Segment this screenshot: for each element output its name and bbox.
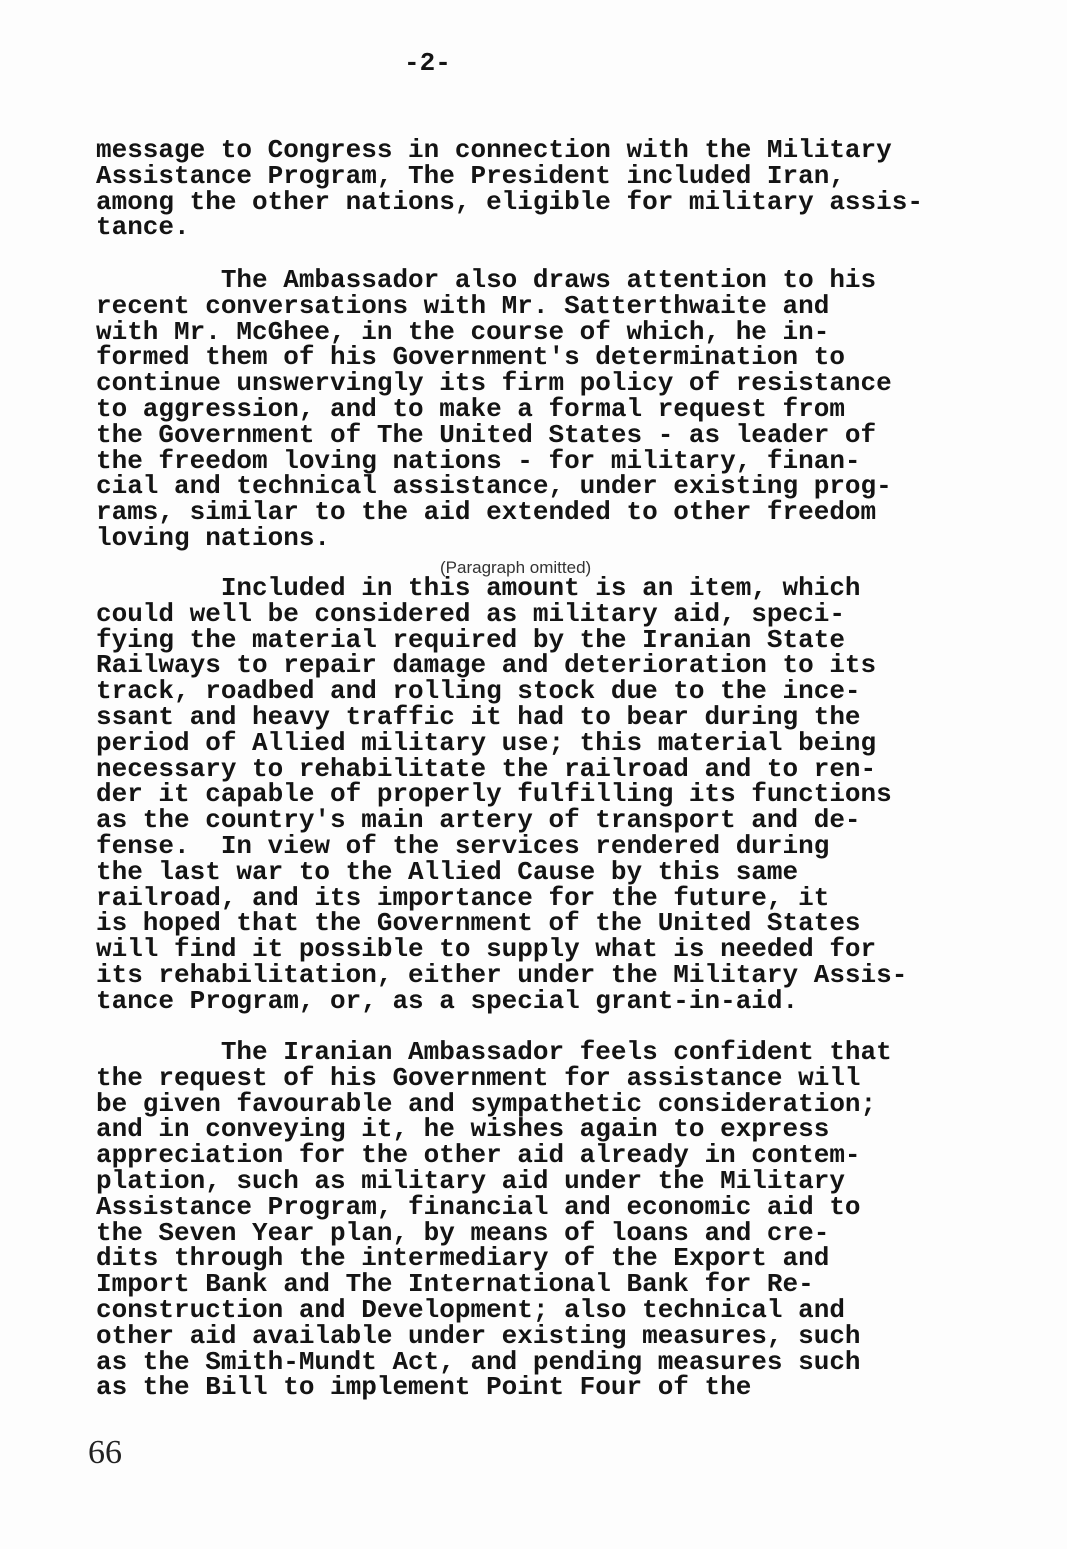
paragraph-1: message to Congress in connection with the Military Assistance Program, The President included Iran, among the other nations, eligible for military assis- tance. [96, 135, 923, 243]
paragraph-2: The Ambassador also draws attention to his recent conversations with Mr. Satterthwaite and with Mr. McGhee, in the course of which, he in- formed them of his Government's determination to continue unswervingly its firm policy of resistance to aggression, and to make a formal request from the Government of The United States - as leader of the freedom loving nations - for military, finan- cial and technical assistance, under existing prog- rams, similar to the aid extended to other freedom loving nations. [96, 265, 892, 553]
paragraph-3: Included in this amount is an item, which could well be considered as military aid, speci- fying the material required by the Iranian State Railways to repair damage and deterioration to its track, roadbed and rolling stock due to the ince- ssant and heavy traffic it had to bear during the period of Allied military use; this material being necessary to rehabilitate the railroad and to ren- der it capable of properly fulfilling its functions as the country's main artery of transport and de- fense. In view of the services rendered during the last war to the Allied Cause by this same railroad, and its importance for the future, it is hoped that the Government of the United States will find it possible to supply what is needed for its rehabilitation, either under the Military Assis- tance Program, or, as a special grant-in-aid. [96, 573, 908, 1016]
page-number: -2- [404, 48, 451, 78]
omission-note: (Paragraph omitted) [440, 558, 592, 577]
folio-number: 66 [88, 1434, 122, 1471]
paragraph-4: The Iranian Ambassador feels confident that the request of his Government for assistance will be given favourable and sympathetic consideration; and in conveying it, he wishes again to express appreciation for the other aid already in contem- plation, such as military aid under the Military Assistance Program, financial and economic aid to the Seven Year plan, by means of loans and cre- dits through the intermediary of the Export and Import Bank and The International Bank for Re- construction and Development; also technical and other aid available under existing measures, such as the Smith-Mundt Act, and pending measures such as the Bill to implement Point Four of the [96, 1037, 892, 1403]
